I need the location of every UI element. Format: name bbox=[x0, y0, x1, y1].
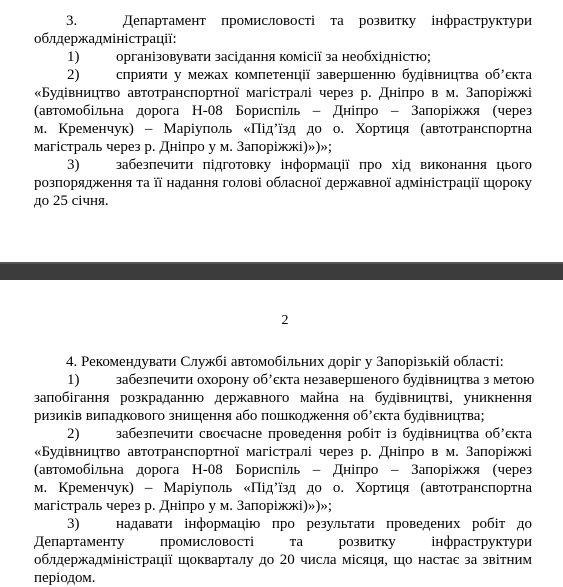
paragraph-line: м. Кременчук) – Маріуполь «Під’їзд до о. Хортиця (автотранспортна bbox=[34, 121, 532, 137]
paragraph-line: магістраль через р. Дніпро у м. Запоріжжі)»)»; bbox=[34, 139, 333, 155]
paragraph-line: ризиків випадкового знищення або пошкодження об’єкта будівництва; bbox=[34, 408, 485, 424]
paragraph-line: «Будівництво автотранспортної магістралі через р. Дніпро в м. Запоріжжі bbox=[34, 85, 532, 101]
list-item-number: 1) bbox=[67, 49, 80, 65]
paragraph-line: «Будівництво автотранспортної магістралі через р. Дніпро в м. Запоріжжі bbox=[34, 444, 532, 460]
page-separator bbox=[0, 262, 563, 280]
document-page-1 bbox=[0, 0, 563, 262]
paragraph-line: запобігання розкраданню державного майна на будівництві, уникнення bbox=[34, 390, 532, 406]
paragraph-line: (автомобільна дорога Н-08 Бориспіль – Дніпро – Запоріжжя (через bbox=[34, 462, 532, 478]
paragraph-line: магістраль через р. Дніпро у м. Запоріжжі)»)»; bbox=[34, 498, 333, 514]
list-item-number: 1) bbox=[67, 372, 80, 388]
list-item-number: 2) bbox=[67, 426, 80, 442]
paragraph-line: розпорядження та її надання голові обласної державної адміністрації щороку bbox=[34, 175, 532, 191]
paragraph-line: облдержадміністрації щокварталу до 20 числа місяця, що настає за звітним bbox=[34, 552, 532, 568]
paragraph-line: (автомобільна дорога Н-08 Бориспіль – Дніпро – Запоріжжя (через bbox=[34, 103, 532, 119]
paragraph-line: м. Кременчук) – Маріуполь «Під’їзд до о. Хортиця (автотранспортна bbox=[34, 480, 532, 496]
page-number: 2 bbox=[281, 313, 289, 328]
list-item-text: сприяти у межах компетенції завершенню будівництва об’єкта bbox=[116, 67, 532, 83]
paragraph-line: Департаменту промисловості та розвитку інфраструктури bbox=[34, 534, 532, 550]
list-item-number: 2) bbox=[67, 67, 80, 83]
list-item-text: забезпечити підготовку інформації про хід виконання цього bbox=[116, 157, 532, 173]
paragraph-line: періодом. bbox=[34, 570, 96, 586]
paragraph-line: до 25 січня. bbox=[34, 193, 109, 209]
list-item-text: забезпечити своєчасне проведення робіт із будівництва об’єкта bbox=[116, 426, 532, 442]
document-page-2 bbox=[0, 280, 563, 586]
list-item-number: 3) bbox=[67, 516, 80, 532]
list-item-text: надавати інформацію про результати проведених робіт до bbox=[116, 516, 532, 532]
section-3-heading-line: 3. Департамент промисловості та розвитку інфраструктури bbox=[66, 13, 532, 29]
list-item-text: забезпечити охорону об’єкта незавершеного будівництва з метою bbox=[116, 372, 535, 388]
section-4-heading: 4. Рекомендувати Службі автомобільних доріг у Запорізькій області: bbox=[66, 354, 504, 370]
section-3-heading-cont: облдержадміністрації: bbox=[34, 31, 177, 47]
list-item-number: 3) bbox=[67, 157, 80, 173]
list-item-text: організовувати засідання комісії за необхідністю; bbox=[116, 49, 432, 65]
